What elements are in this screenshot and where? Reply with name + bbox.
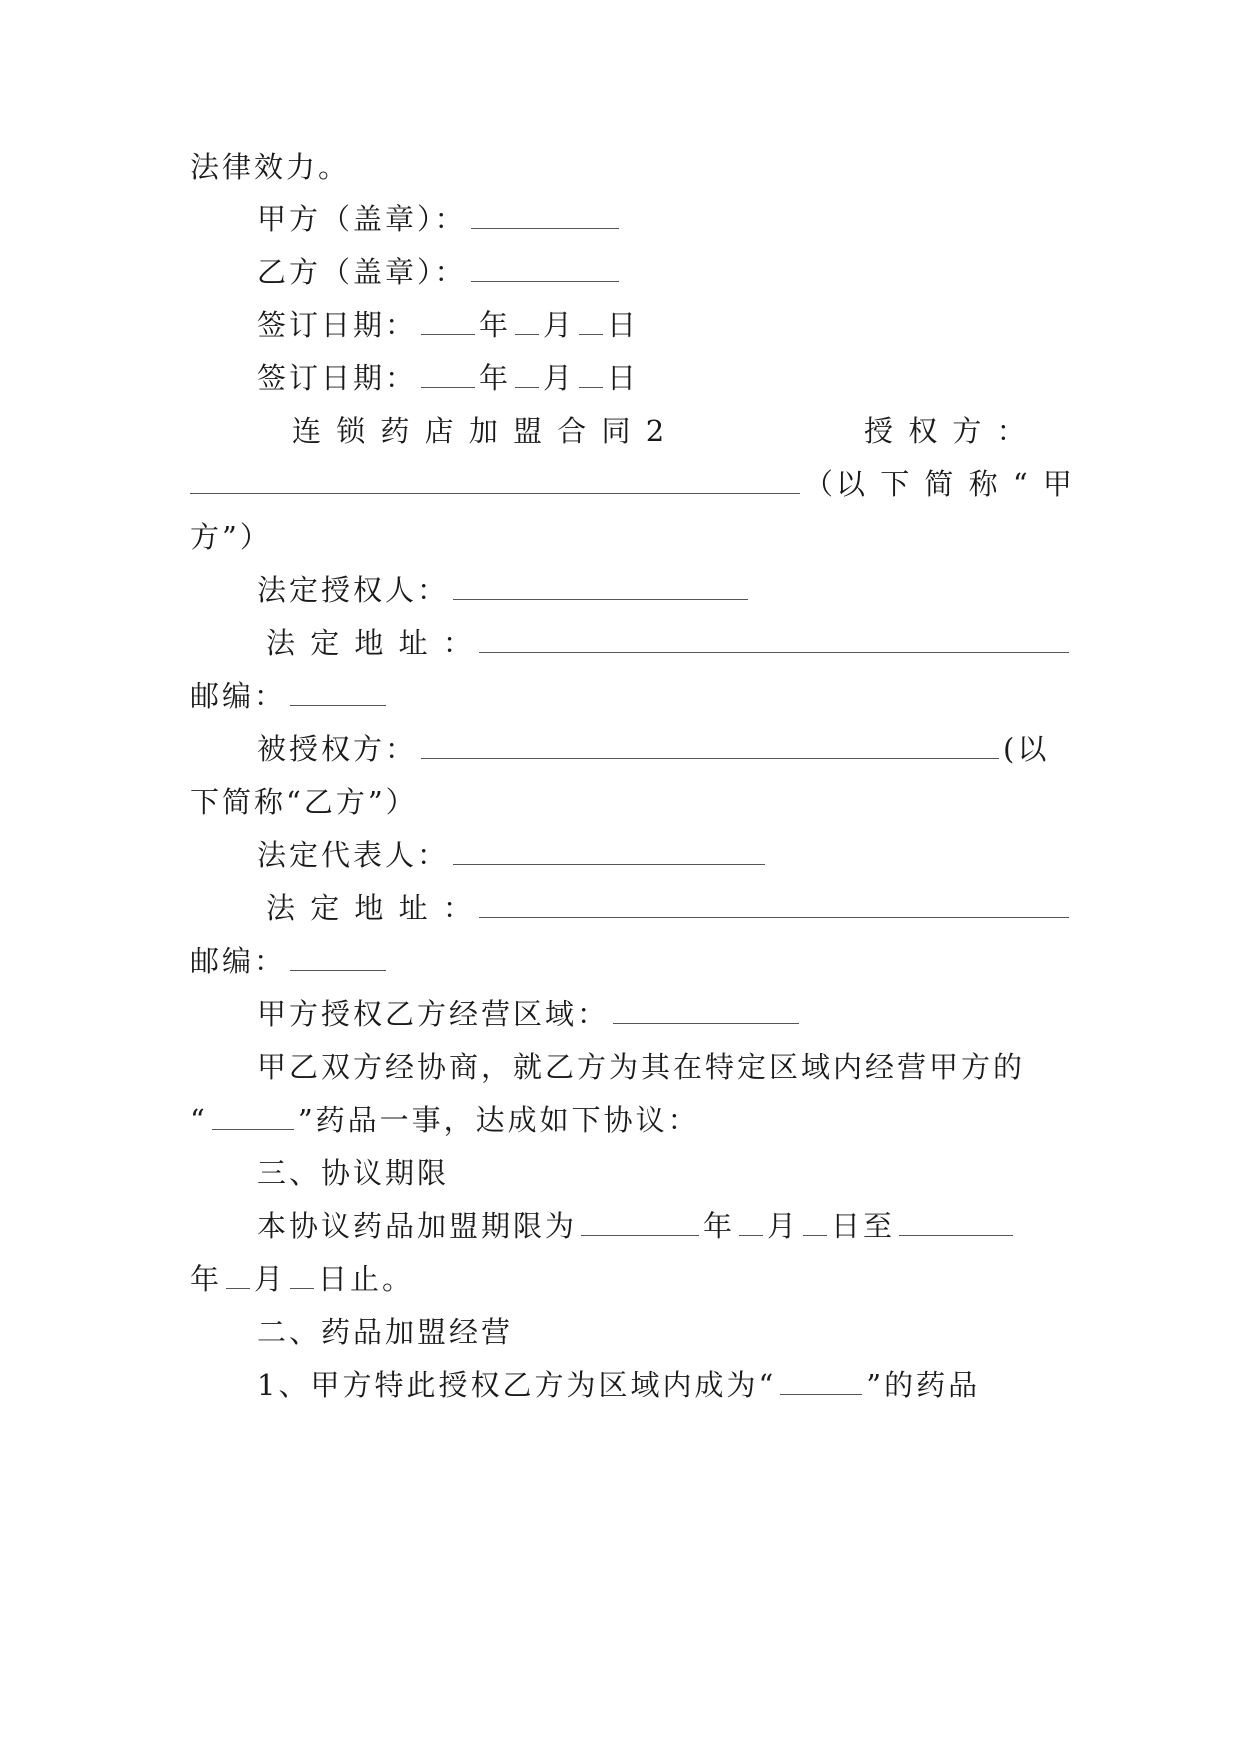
fill-blank [899, 1229, 1013, 1236]
fill-blank [739, 1229, 763, 1236]
grantor-label: 授 权 方 ： [864, 414, 1029, 448]
text-line: 1、甲方特此授权乙方为区域内成为“ ”的药品 [257, 1368, 981, 1402]
legal-rep-line: 法定代表人： [257, 833, 769, 877]
party-b-seal-line: 乙方（盖章）： [257, 250, 623, 294]
term-line: 本协议药品加盟期限为 年 月 日至 [257, 1204, 1017, 1248]
fill-blank [479, 911, 1069, 918]
section-heading: 二、药品加盟经营 [257, 1315, 514, 1349]
term-line: 年 月 日止。 [190, 1262, 415, 1296]
text-line: “ ”药品一事，达成如下协议： [190, 1103, 700, 1137]
legal-address-line: 法 定 地 址 ： [266, 886, 1073, 930]
contract-title: 连 锁 药 店 加 盟 合 同 2 [292, 414, 668, 448]
text-line: 甲乙双方经协商，就乙方为其在特定区域内经营甲方的 [257, 1050, 1026, 1084]
text-line: 法律效力。 [190, 150, 351, 184]
fill-blank [290, 699, 386, 706]
fill-blank [471, 222, 619, 229]
region-line: 甲方授权乙方经营区域： [257, 992, 803, 1036]
fill-blank [780, 1388, 862, 1395]
fill-blank [515, 328, 539, 335]
grantee-line: 被授权方： (以 [257, 732, 1050, 766]
text-line: 方”） [190, 520, 272, 554]
postcode-line: 邮编： [190, 939, 390, 983]
fill-blank [613, 1017, 799, 1024]
section-heading: 三、协议期限 [257, 1156, 450, 1190]
fill-blank [453, 593, 748, 600]
fill-blank [421, 328, 475, 335]
fill-blank [290, 964, 386, 971]
legal-address-line: 法 定 地 址 ： [266, 621, 1073, 665]
postcode-line: 邮编： [190, 674, 390, 718]
fill-blank [421, 752, 999, 759]
fill-blank [515, 381, 539, 388]
fill-blank [471, 275, 619, 282]
fill-blank [581, 1229, 699, 1236]
fill-blank [803, 1229, 827, 1236]
fill-blank [190, 487, 800, 494]
fill-blank [212, 1123, 294, 1130]
sign-date-line: 签订日期： 年 月 日 [257, 308, 640, 342]
fill-blank [579, 381, 603, 388]
fill-blank [421, 381, 475, 388]
legal-grantor-line: 法定授权人： [257, 568, 752, 612]
fill-blank [453, 858, 765, 865]
grantor-line: （以 下 简 称 “ 甲 [190, 462, 1075, 506]
fill-blank [579, 328, 603, 335]
sign-date-line: 签订日期： 年 月 日 [257, 361, 640, 395]
fill-blank [226, 1282, 250, 1289]
party-a-seal-line: 甲方（盖章）： [257, 197, 623, 241]
fill-blank [290, 1282, 314, 1289]
fill-blank [479, 646, 1069, 653]
text-line: 下简称“乙方”） [190, 785, 418, 819]
